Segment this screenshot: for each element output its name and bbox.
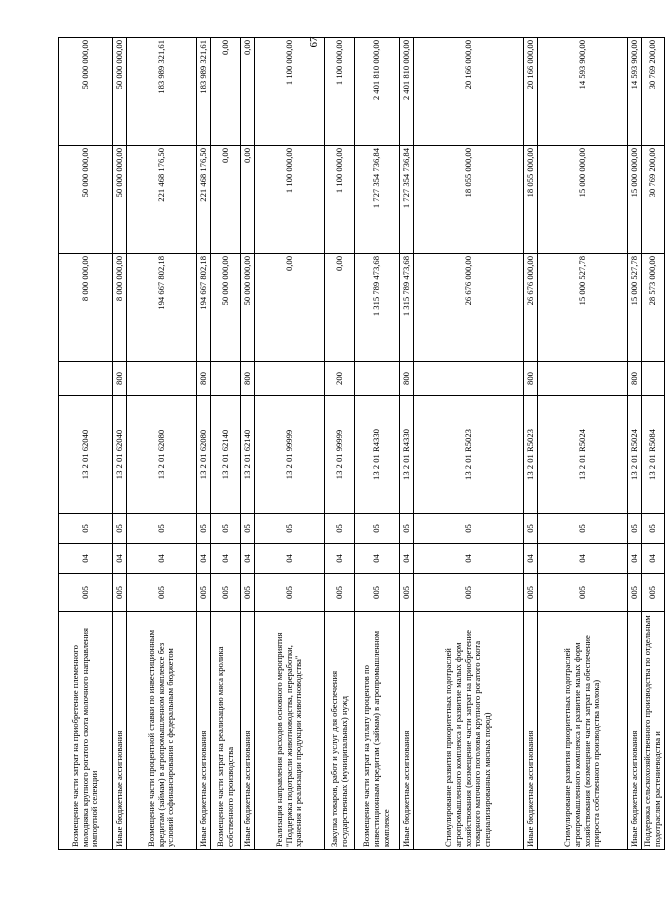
row-value-3-cell: 30 769 200,00 <box>642 38 665 146</box>
table-row <box>524 38 538 850</box>
row-value-1-cell: 26 676 000,00 <box>414 254 524 362</box>
row-value-2-cell: 0,00 <box>241 146 255 254</box>
row-target-article-cell: 13 2 01 R5084 <box>642 396 665 514</box>
row-subsection-cell: 05 <box>400 514 414 544</box>
row-value-1-cell: 26 676 000,00 <box>524 254 538 362</box>
table-body <box>59 38 665 850</box>
row-section-cell: 04 <box>113 544 127 574</box>
row-section-cell: 04 <box>642 544 665 574</box>
row-value-3-cell: 183 989 321,61 <box>127 38 197 146</box>
row-target-article-cell: 13 2 01 R5024 <box>628 396 642 514</box>
row-target-article-cell: 13 2 01 R5024 <box>538 396 628 514</box>
row-value-3-cell: 2 401 810 000,00 <box>355 38 400 146</box>
row-admin-code-cell: 005 <box>255 574 325 612</box>
row-value-1-cell: 28 573 000,00 <box>642 254 665 362</box>
row-name-cell: Стимулирование развития приоритетных подотраслей агропромышленного комплекса и развитие малых форм хозяйствования (возмещение части затрат на приобретение товарного маточного поголовья крупного рогатого скота специализированных мясных пород) <box>414 612 524 850</box>
row-name-cell: Иные бюджетные ассигнования <box>197 612 211 850</box>
row-name-cell: Иные бюджетные ассигнования <box>524 612 538 850</box>
row-value-3-cell: 183 989 321,61 <box>197 38 211 146</box>
row-admin-code-cell: 005 <box>197 574 211 612</box>
row-expense-type-cell: 800 <box>197 362 211 396</box>
row-value-2-cell: 1 727 354 736,84 <box>400 146 414 254</box>
row-value-3-cell: 20 166 000,00 <box>524 38 538 146</box>
row-value-1-cell: 0,00 <box>255 254 325 362</box>
row-target-article-cell: 13 2 01 62040 <box>59 396 113 514</box>
row-name-cell: Возмещение части затрат на приобретение племенного молодняка крупного рогатого скота молочного направления импортной селекции <box>59 612 113 850</box>
row-name-cell: Иные бюджетные ассигнования <box>400 612 414 850</box>
budget-table <box>58 37 665 850</box>
row-section-cell: 04 <box>255 544 325 574</box>
row-subsection-cell: 05 <box>325 514 355 544</box>
row-name-cell: Поддержка сельскохозяйственного производства по отдельным подотраслям растениеводства и <box>642 612 665 850</box>
row-name-cell: Иные бюджетные ассигнования <box>628 612 642 850</box>
row-name-cell: Иные бюджетные ассигнования <box>241 612 255 850</box>
row-value-1-cell: 1 315 789 473,68 <box>355 254 400 362</box>
row-section-cell: 04 <box>400 544 414 574</box>
row-value-2-cell: 50 000 000,00 <box>59 146 113 254</box>
row-admin-code-cell: 005 <box>325 574 355 612</box>
row-admin-code-cell: 005 <box>127 574 197 612</box>
row-value-1-cell: 8 000 000,00 <box>113 254 127 362</box>
row-section-cell: 04 <box>325 544 355 574</box>
table-row <box>355 38 400 850</box>
row-expense-type-cell <box>59 362 113 396</box>
row-name-cell: Возмещение части процентной ставки по инвестиционным кредитам (займам) в агропромышленном комплексе без условий софинансирования с федеральным бюджетом <box>127 612 197 850</box>
table-row <box>414 38 524 850</box>
row-value-1-cell: 15 000 527,78 <box>628 254 642 362</box>
row-admin-code-cell: 005 <box>538 574 628 612</box>
row-value-1-cell: 15 000 527,78 <box>538 254 628 362</box>
row-name-cell: Возмещение части затрат на реализацию мяса кролика собственного производства <box>211 612 241 850</box>
row-admin-code-cell: 005 <box>400 574 414 612</box>
row-name-cell: Закупка товаров, работ и услуг для обеспечения государственных (муниципальных) нужд <box>325 612 355 850</box>
row-target-article-cell: 13 2 01 62140 <box>241 396 255 514</box>
row-subsection-cell: 05 <box>414 514 524 544</box>
row-subsection-cell: 05 <box>197 514 211 544</box>
table-row <box>127 38 197 850</box>
row-section-cell: 04 <box>538 544 628 574</box>
row-value-3-cell: 50 000 000,00 <box>59 38 113 146</box>
row-target-article-cell: 13 2 01 62140 <box>211 396 241 514</box>
row-admin-code-cell: 005 <box>211 574 241 612</box>
row-value-2-cell: 15 000 000,00 <box>538 146 628 254</box>
row-target-article-cell: 13 2 01 99999 <box>325 396 355 514</box>
row-target-article-cell: 13 2 01 R5023 <box>414 396 524 514</box>
row-admin-code-cell: 005 <box>113 574 127 612</box>
row-section-cell: 04 <box>197 544 211 574</box>
row-value-2-cell: 221 468 176,50 <box>127 146 197 254</box>
row-subsection-cell: 05 <box>538 514 628 544</box>
row-value-2-cell: 1 727 354 736,84 <box>355 146 400 254</box>
row-value-2-cell: 18 055 000,00 <box>414 146 524 254</box>
row-expense-type-cell: 800 <box>628 362 642 396</box>
row-value-3-cell: 50 000 000,00 <box>113 38 127 146</box>
row-expense-type-cell <box>642 362 665 396</box>
row-subsection-cell: 05 <box>255 514 325 544</box>
row-subsection-cell: 05 <box>59 514 113 544</box>
row-admin-code-cell: 005 <box>241 574 255 612</box>
row-name-cell: Реализация направления расходов основного мероприятия "Поддержка подотрасли животноводства, переработки, хранения и реализации продукции животноводства" <box>255 612 325 850</box>
row-expense-type-cell: 800 <box>524 362 538 396</box>
table-row <box>197 38 211 850</box>
row-target-article-cell: 13 2 01 99999 <box>255 396 325 514</box>
row-admin-code-cell: 005 <box>59 574 113 612</box>
row-value-2-cell: 1 100 000,00 <box>255 146 325 254</box>
table-row <box>59 38 113 850</box>
row-subsection-cell: 05 <box>642 514 665 544</box>
row-target-article-cell: 13 2 01 62080 <box>197 396 211 514</box>
table-row <box>211 38 241 850</box>
row-section-cell: 04 <box>524 544 538 574</box>
row-admin-code-cell: 005 <box>642 574 665 612</box>
row-target-article-cell: 13 2 01 R4330 <box>355 396 400 514</box>
row-name-cell: Возмещение части затрат на уплату процентов по инвестиционным кредитам (займам) в агропромышленном комплексе <box>355 612 400 850</box>
row-target-article-cell: 13 2 01 R4330 <box>400 396 414 514</box>
row-subsection-cell: 05 <box>113 514 127 544</box>
row-value-1-cell: 194 667 802,18 <box>197 254 211 362</box>
table-row <box>642 38 665 850</box>
page-number: 67 <box>308 36 320 48</box>
row-value-2-cell: 0,00 <box>211 146 241 254</box>
table-row <box>628 38 642 850</box>
row-name-cell: Иные бюджетные ассигнования <box>113 612 127 850</box>
row-value-3-cell: 1 100 000,00 <box>255 38 325 146</box>
row-value-3-cell: 14 593 900,00 <box>628 38 642 146</box>
row-value-1-cell: 1 315 789 473,68 <box>400 254 414 362</box>
row-target-article-cell: 13 2 01 R5023 <box>524 396 538 514</box>
table-row <box>113 38 127 850</box>
row-admin-code-cell: 005 <box>524 574 538 612</box>
row-value-3-cell: 1 100 000,00 <box>325 38 355 146</box>
row-value-2-cell: 18 055 000,00 <box>524 146 538 254</box>
row-expense-type-cell: 800 <box>241 362 255 396</box>
row-section-cell: 04 <box>355 544 400 574</box>
row-value-3-cell: 14 593 900,00 <box>538 38 628 146</box>
row-expense-type-cell <box>538 362 628 396</box>
row-section-cell: 04 <box>414 544 524 574</box>
row-subsection-cell: 05 <box>127 514 197 544</box>
row-expense-type-cell <box>414 362 524 396</box>
row-expense-type-cell: 200 <box>325 362 355 396</box>
row-section-cell: 04 <box>59 544 113 574</box>
table-row <box>325 38 355 850</box>
row-expense-type-cell <box>255 362 325 396</box>
row-expense-type-cell <box>355 362 400 396</box>
row-value-2-cell: 15 000 000,00 <box>628 146 642 254</box>
row-admin-code-cell: 005 <box>355 574 400 612</box>
row-subsection-cell: 05 <box>628 514 642 544</box>
row-target-article-cell: 13 2 01 62040 <box>113 396 127 514</box>
table-row <box>538 38 628 850</box>
row-value-2-cell: 1 100 000,00 <box>325 146 355 254</box>
row-section-cell: 04 <box>127 544 197 574</box>
row-value-2-cell: 221 468 176,50 <box>197 146 211 254</box>
row-subsection-cell: 05 <box>524 514 538 544</box>
row-admin-code-cell: 005 <box>628 574 642 612</box>
row-subsection-cell: 05 <box>355 514 400 544</box>
row-section-cell: 04 <box>211 544 241 574</box>
table-row <box>400 38 414 850</box>
row-target-article-cell: 13 2 01 62080 <box>127 396 197 514</box>
table-row <box>255 38 325 850</box>
row-name-cell: Стимулирование развития приоритетных подотраслей агропромышленного комплекса и развитие малых форм хозяйствования (возмещение части затрат на обеспечение прироста собственного производства молока) <box>538 612 628 850</box>
budget-table-container <box>58 38 662 850</box>
row-subsection-cell: 05 <box>211 514 241 544</box>
row-value-3-cell: 2 401 810 000,00 <box>400 38 414 146</box>
table-row <box>241 38 255 850</box>
row-value-2-cell: 30 769 200,00 <box>642 146 665 254</box>
row-section-cell: 04 <box>241 544 255 574</box>
row-value-3-cell: 20 166 000,00 <box>414 38 524 146</box>
row-value-1-cell: 8 000 000,00 <box>59 254 113 362</box>
row-expense-type-cell <box>127 362 197 396</box>
row-value-1-cell: 50 000 000,00 <box>211 254 241 362</box>
row-admin-code-cell: 005 <box>414 574 524 612</box>
row-section-cell: 04 <box>628 544 642 574</box>
row-value-1-cell: 194 667 802,18 <box>127 254 197 362</box>
row-expense-type-cell: 800 <box>113 362 127 396</box>
row-value-2-cell: 50 000 000,00 <box>113 146 127 254</box>
row-value-1-cell: 50 000 000,00 <box>241 254 255 362</box>
row-value-3-cell: 0,00 <box>211 38 241 146</box>
row-subsection-cell: 05 <box>241 514 255 544</box>
row-value-1-cell: 0,00 <box>325 254 355 362</box>
row-value-3-cell: 0,00 <box>241 38 255 146</box>
row-expense-type-cell: 800 <box>400 362 414 396</box>
row-expense-type-cell <box>211 362 241 396</box>
